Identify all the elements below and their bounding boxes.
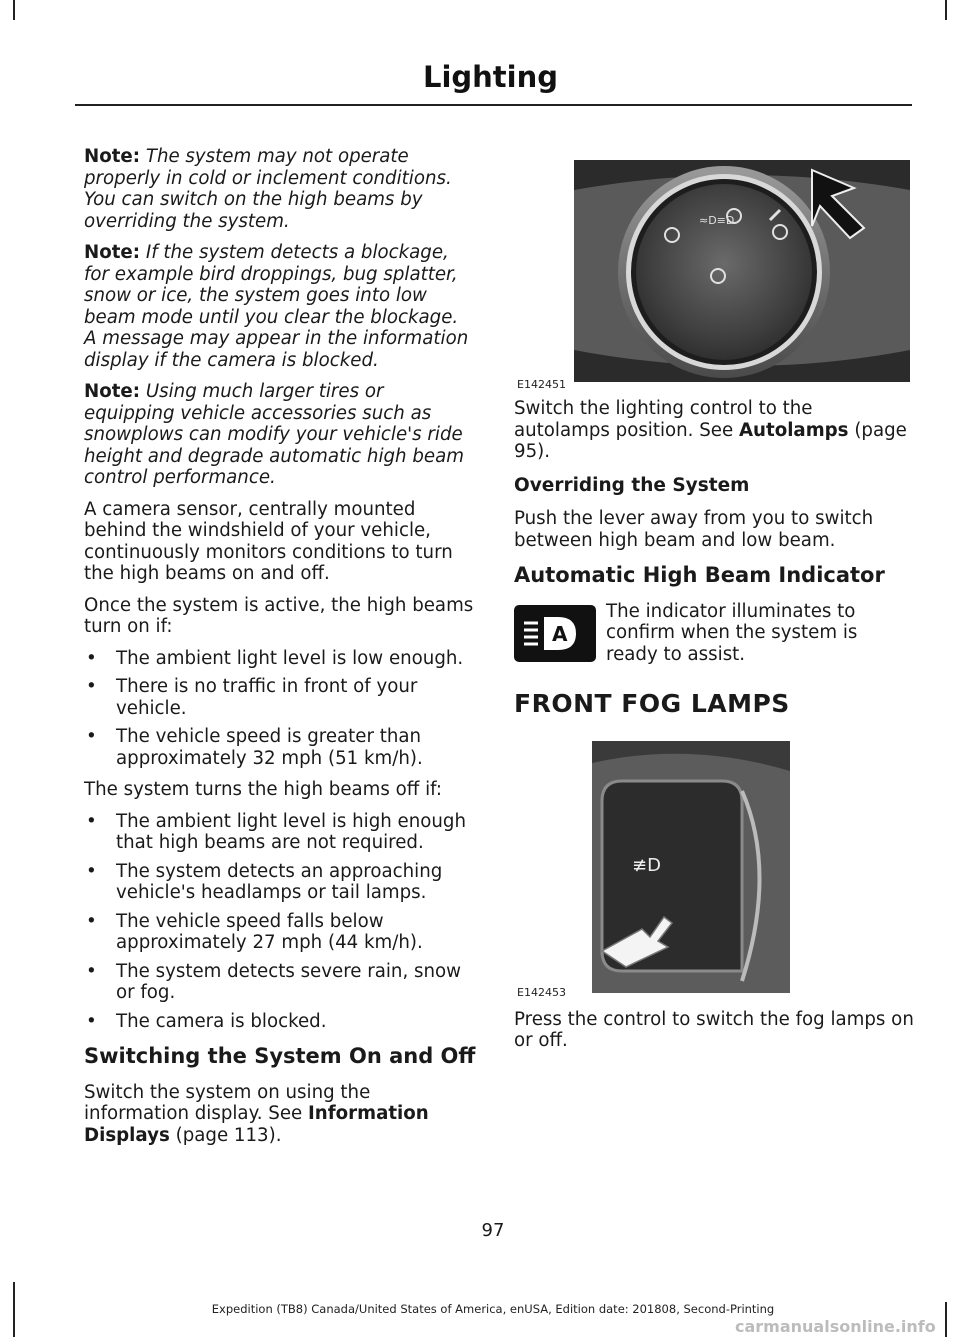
fog-paragraph: Press the control to switch the fog lamps on or off. [514,1008,914,1051]
note-label: Note: [84,146,141,167]
list-item: • The ambient light level is low enough. [84,648,476,670]
indicator-text: The indicator illuminates to confirm when the system is ready to assist. [606,600,858,665]
headlamp-switch-figure [574,160,910,382]
fog-lamp-figure [592,741,790,993]
indicator-row [514,601,914,666]
note-label: Note: [84,242,141,263]
page-title: Lighting [422,60,558,94]
on-intro: Once the system is active, the high beams turn on if: [84,594,474,637]
fog-lamp-illustration [592,741,790,993]
header-divider [75,104,912,106]
override-paragraph: Push the lever away from you to switch between high beam and low beam. [514,508,874,551]
autolamps-paragraph [514,398,914,463]
list-item: • The system detects severe rain, snow or fog. [84,961,476,1004]
information-displays-link[interactable]: Information Displays [84,1103,429,1146]
crop-mark-top-left-v [13,0,15,20]
camera-paragraph: A camera sensor, centrally mounted behind the windshield of your vehicle, continuously monitors conditions to turn the high beams on and off. [84,498,453,584]
svg-text:A: A [552,621,568,646]
autolamps-page: (page 95). [514,419,907,462]
right-column [514,160,914,1062]
off-intro: The system turns the high beams off if: [84,779,443,800]
list-item: • The system detects an approaching vehicle's headlamps or tail lamps. [84,861,476,904]
list-item: • The camera is blocked. [84,1011,476,1033]
headlamp-switch-illustration [574,160,910,382]
switching-paragraph [84,1082,476,1147]
note-paragraph [84,146,476,232]
note-paragraph [84,242,476,371]
switching-text: Switch the system on using the information display. See [84,1081,371,1124]
switching-page: (page 113). [175,1124,282,1146]
list-item: • The vehicle speed falls below approximately 27 mph (44 km/h). [84,911,476,954]
auto-high-beam-indicator-icon [514,605,596,662]
note-text: The system may not operate properly in cold or inclement conditions. You can switch on the high beams by overriding the system. [84,146,452,232]
off-conditions-list [84,811,476,1033]
watermark: carmanualsonline.info [735,1317,936,1336]
list-item: • There is no traffic in front of your vehicle. [84,676,476,719]
page-number: 97 [481,1220,505,1241]
indicator-heading: Automatic High Beam Indicator [514,563,885,587]
left-column [84,146,476,1156]
svg-text:≢D: ≢D [632,854,661,876]
note-paragraph [84,381,476,489]
list-item: • The vehicle speed is greater than approximately 32 mph (51 km/h). [84,726,476,769]
crop-mark-top-right-v [945,0,947,20]
figure-id: E142453 [517,985,566,999]
footer: Expedition (TB8) Canada/United States of America, enUSA, Edition date: 201808, Second-Printing [211,1302,775,1316]
list-item: • The ambient light level is high enough that high beams are not required. [84,811,476,854]
on-conditions-list [84,648,476,770]
note-label: Note: [84,381,141,402]
figure-id: E142451 [517,378,566,391]
note-text: Using much larger tires or equipping vehicle accessories such as snowplows can modify your vehicle's ride height and degrade automatic high beam control performance. [84,381,464,488]
autolamps-text: Switch the lighting control to the autolamps position. See [514,398,813,441]
autolamps-link[interactable]: Autolamps [738,419,849,441]
override-heading: Overriding the System [514,474,750,496]
switching-heading: Switching the System On and Off [84,1044,476,1068]
svg-text:≈D≡D: ≈D≡D [699,214,735,227]
note-text: If the system detects a blockage, for example bird droppings, bug splatter, snow or ice, the system goes into low beam mode until you clear the blockage. A message may appear in the information display if the camera is blocked. [84,242,469,371]
fog-heading: FRONT FOG LAMPS [514,689,790,718]
